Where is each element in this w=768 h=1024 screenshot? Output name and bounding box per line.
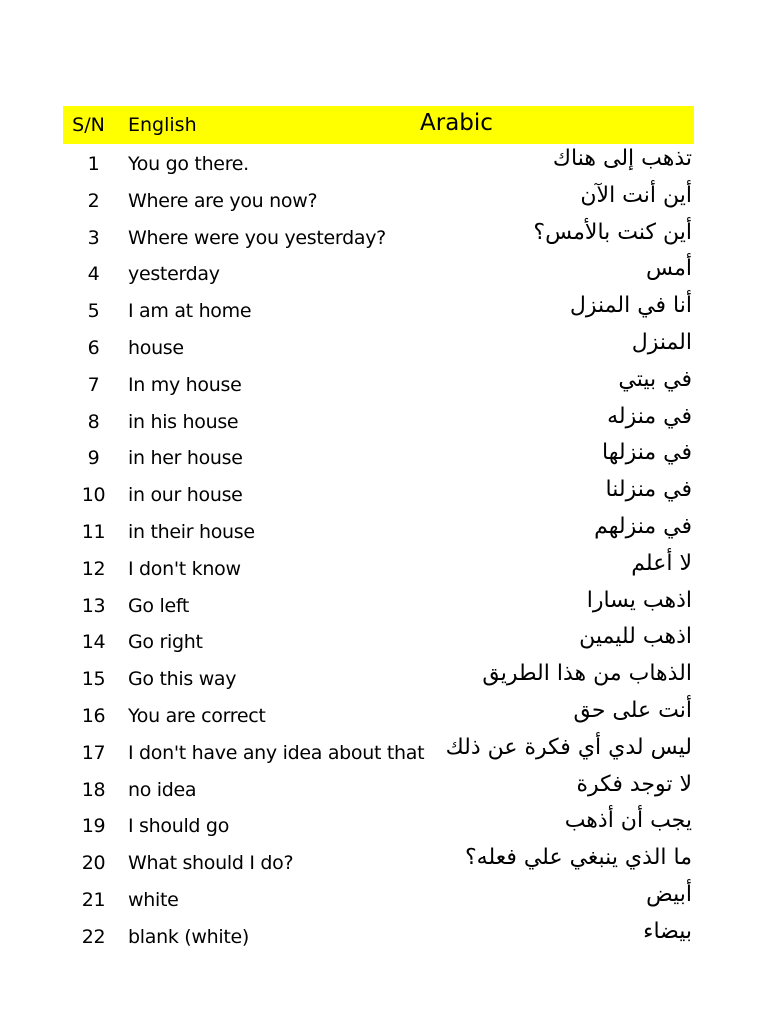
table-row <box>63 328 694 365</box>
row-arabic: تذهب إلى هناك <box>552 146 692 171</box>
row-number: 5 <box>87 300 100 323</box>
row-number: 17 <box>81 741 106 764</box>
row-english: yesterday <box>128 263 220 286</box>
row-arabic: يجب أن أذهب <box>564 808 692 834</box>
row-english: You are correct <box>128 704 266 727</box>
row-arabic: لا أعلم <box>631 550 692 576</box>
row-arabic: الذهاب من هذا الطريق <box>482 661 692 687</box>
table-row <box>63 438 694 475</box>
table-row <box>63 696 694 733</box>
row-number: 7 <box>87 373 100 396</box>
row-english: blank (white) <box>128 925 249 948</box>
row-english: house <box>128 336 184 359</box>
row-arabic: في منزلنا <box>605 477 692 503</box>
table-row <box>63 365 694 402</box>
table-row <box>63 144 694 181</box>
row-arabic: بيضاء <box>643 918 692 944</box>
row-number: 12 <box>81 557 106 580</box>
row-arabic: اذهب لليمين <box>579 624 692 650</box>
table-row <box>63 659 694 696</box>
row-arabic: ما الذي ينبغي علي فعله؟ <box>464 845 692 871</box>
table-row <box>63 806 694 843</box>
row-english: white <box>128 888 179 911</box>
row-english: no idea <box>128 778 197 801</box>
row-number: 13 <box>81 594 106 617</box>
table-row <box>63 586 694 623</box>
row-number: 15 <box>81 668 106 691</box>
row-number: 8 <box>87 410 100 433</box>
row-number: 4 <box>87 263 100 286</box>
table-row <box>63 549 694 586</box>
table-row <box>63 843 694 880</box>
row-number: 16 <box>81 704 106 727</box>
row-english: I am at home <box>128 300 252 323</box>
row-english: Go right <box>128 631 203 654</box>
row-english: Go left <box>128 594 190 617</box>
row-arabic: أبيض <box>646 881 692 907</box>
row-number: 14 <box>81 631 106 654</box>
table-row <box>63 254 694 291</box>
row-number: 9 <box>87 447 100 470</box>
row-english: Go this way <box>128 668 237 691</box>
row-number: 20 <box>81 852 106 875</box>
row-english: I don't know <box>128 557 241 580</box>
row-number: 2 <box>87 189 100 212</box>
header-english: English <box>128 114 197 136</box>
row-number: 3 <box>87 226 100 249</box>
row-arabic: لا توجد فكرة <box>576 771 692 797</box>
row-english: I should go <box>128 815 230 838</box>
table-row <box>63 218 694 255</box>
row-english: Where are you now? <box>128 189 318 212</box>
row-number: 21 <box>81 888 106 911</box>
header-sn: S/N <box>72 114 105 136</box>
table-row <box>63 733 694 770</box>
row-english: In my house <box>128 373 242 396</box>
table-row <box>63 291 694 328</box>
row-english: I don't have any idea about that <box>128 741 425 764</box>
row-english: in our house <box>128 484 243 507</box>
header-arabic: Arabic <box>420 110 493 136</box>
row-arabic: أين كنت بالأمس؟ <box>533 219 692 245</box>
row-number: 18 <box>81 778 106 801</box>
row-english: in her house <box>128 447 243 470</box>
row-number: 6 <box>87 336 100 359</box>
row-arabic: أنت على حق <box>573 697 692 723</box>
table-row <box>63 622 694 659</box>
row-arabic: أمس <box>646 256 692 282</box>
table-row <box>63 880 694 917</box>
row-arabic: ليس لدي أي فكرة عن ذلك <box>445 734 692 760</box>
row-arabic: اذهب يسارا <box>586 587 692 613</box>
table-row <box>63 402 694 439</box>
row-arabic: في منزلهم <box>594 513 692 539</box>
row-arabic: في منزله <box>607 403 692 429</box>
table-row <box>63 770 694 807</box>
phrase-table <box>63 106 694 954</box>
row-arabic: أين أنت الآن <box>580 182 692 208</box>
row-number: 1 <box>87 153 100 175</box>
row-english: in their house <box>128 520 255 543</box>
row-arabic: في منزلها <box>602 440 692 466</box>
row-number: 19 <box>81 815 106 838</box>
table-row <box>63 512 694 549</box>
row-number: 11 <box>81 520 106 543</box>
row-arabic: في بيتي <box>618 366 692 392</box>
row-english: What should I do? <box>128 852 294 875</box>
row-arabic: أنا في المنزل <box>569 293 692 319</box>
row-arabic: المنزل <box>631 329 692 355</box>
row-english: You go there. <box>128 153 249 175</box>
table-row <box>63 917 694 954</box>
row-english: in his house <box>128 410 239 433</box>
table-header <box>63 106 694 144</box>
row-number: 22 <box>81 925 106 948</box>
table-row <box>63 475 694 512</box>
row-number: 10 <box>81 484 106 507</box>
table-row <box>63 181 694 218</box>
row-english: Where were you yesterday? <box>128 226 386 249</box>
table-body <box>63 144 694 954</box>
